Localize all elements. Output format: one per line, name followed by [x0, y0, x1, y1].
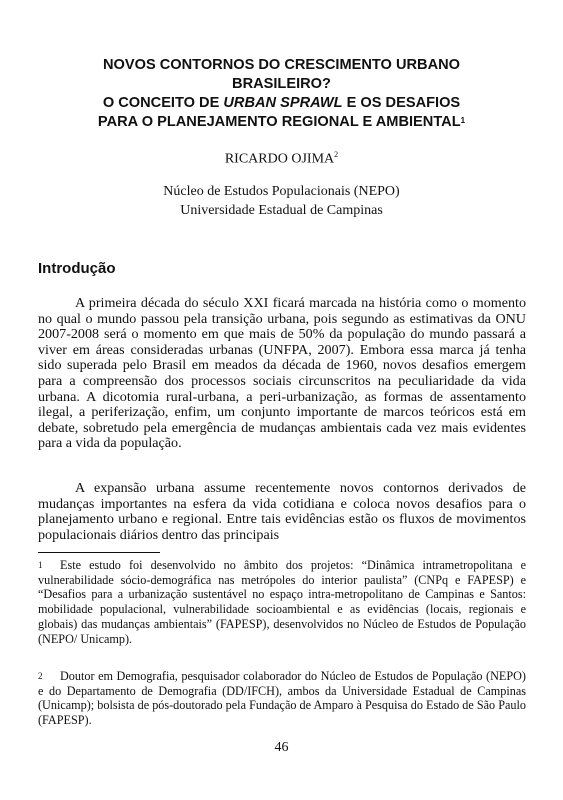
- title-line-4: [40, 113, 523, 132]
- author-affiliation: [40, 182, 523, 220]
- footnote-1: [38, 558, 526, 646]
- author-name: [40, 150, 523, 168]
- title-line-2: BRASILEIRO?: [232, 76, 331, 92]
- footnote-2: [38, 669, 526, 728]
- author-name-text: RICARDO OJIMA: [224, 151, 335, 167]
- footnote-2-text: Doutor em Demografia, pesquisador colaborador do Núcleo de Estudos de População (NEPO) e do Departamento de Demografia (DD/IFCH), ambos da Universidade Estadual de Campinas (Unicamp); bolsista de pós-doutorado pela Fundação de Amparo à Pesquisa do Estado de São Paulo (FAPESP).: [38, 669, 526, 728]
- body-paragraph-1: A primeira década do século XXI ficará marcada na história como o momento no qual o mundo passou pela transição urbana, pois segundo as estimativas da ONU 2007-2008 será o momento em que mais de 50% da população do mundo passará a viver em áreas consideradas urbanas (UNFPA, 2007). Embora essa marca já tenha sido superada pelo Brasil em meados da década de 1960, novos desafios emergem para a compreensão dos processos sociais circunscritos na peculiaridade da vida urbana. A dicotomia rural-urbana, a peri-urbanização, as formas de assentamento ilegal, a periferização, enfim, um conjunto importante de marcos teóricos está em debate, sobretudo pela emergência de mudanças ambientais cada vez mais evidentes para a vida da população.: [38, 295, 526, 452]
- section-heading: Introdução: [38, 260, 116, 277]
- title-italic-term: URBAN SPRAWL: [223, 95, 343, 111]
- page-number: 46: [274, 740, 289, 755]
- title-footnote-marker: 1: [460, 116, 466, 125]
- title-line-1: NOVOS CONTORNOS DO CRESCIMENTO URBANO: [102, 57, 461, 73]
- paper-title: [40, 56, 523, 132]
- title-line-3-pre: O CONCEITO DE: [102, 95, 224, 111]
- affiliation-line-1: Núcleo de Estudos Populacionais (NEPO): [163, 184, 400, 199]
- author-footnote-marker: 2: [334, 150, 339, 159]
- title-line-3-post: E OS DESAFIOS: [342, 95, 461, 111]
- footnote-1-number: 1: [38, 560, 43, 570]
- footnote-separator: [38, 552, 160, 553]
- body-paragraph-2: A expansão urbana assume recentemente novos contornos derivados de mudanças importantes na esfera da vida cotidiana e coloca novos desafios para o planejamento urbano e regional. Entre tais evidências estão os fluxos de movimentos populacionais diários dentro das principais: [38, 481, 526, 543]
- footnote-2-number: 2: [38, 671, 43, 681]
- title-line-3: [40, 94, 523, 113]
- affiliation-line-2: Universidade Estadual de Campinas: [180, 203, 383, 218]
- title-line-4-text: PARA O PLANEJAMENTO REGIONAL E AMBIENTAL: [97, 114, 461, 130]
- footnote-1-text: Este estudo foi desenvolvido no âmbito dos projetos: “Dinâmica intrametropolitana e vulnerabilidade sócio-demográfica nas metrópoles do interior paulista” (CNPq e FAPESP) e “Desafios para a urbanização sustentável no espaço intra-metropolitano de Campinas e Santos: mobilidade populacional, vulnerabilidade socioambiental e as evidências (locais, regionais e globais) das mudanças ambientais” (FAPESP), desenvolvidos no Núcleo de Estudos de População (NEPO/ Unicamp).: [38, 558, 526, 646]
